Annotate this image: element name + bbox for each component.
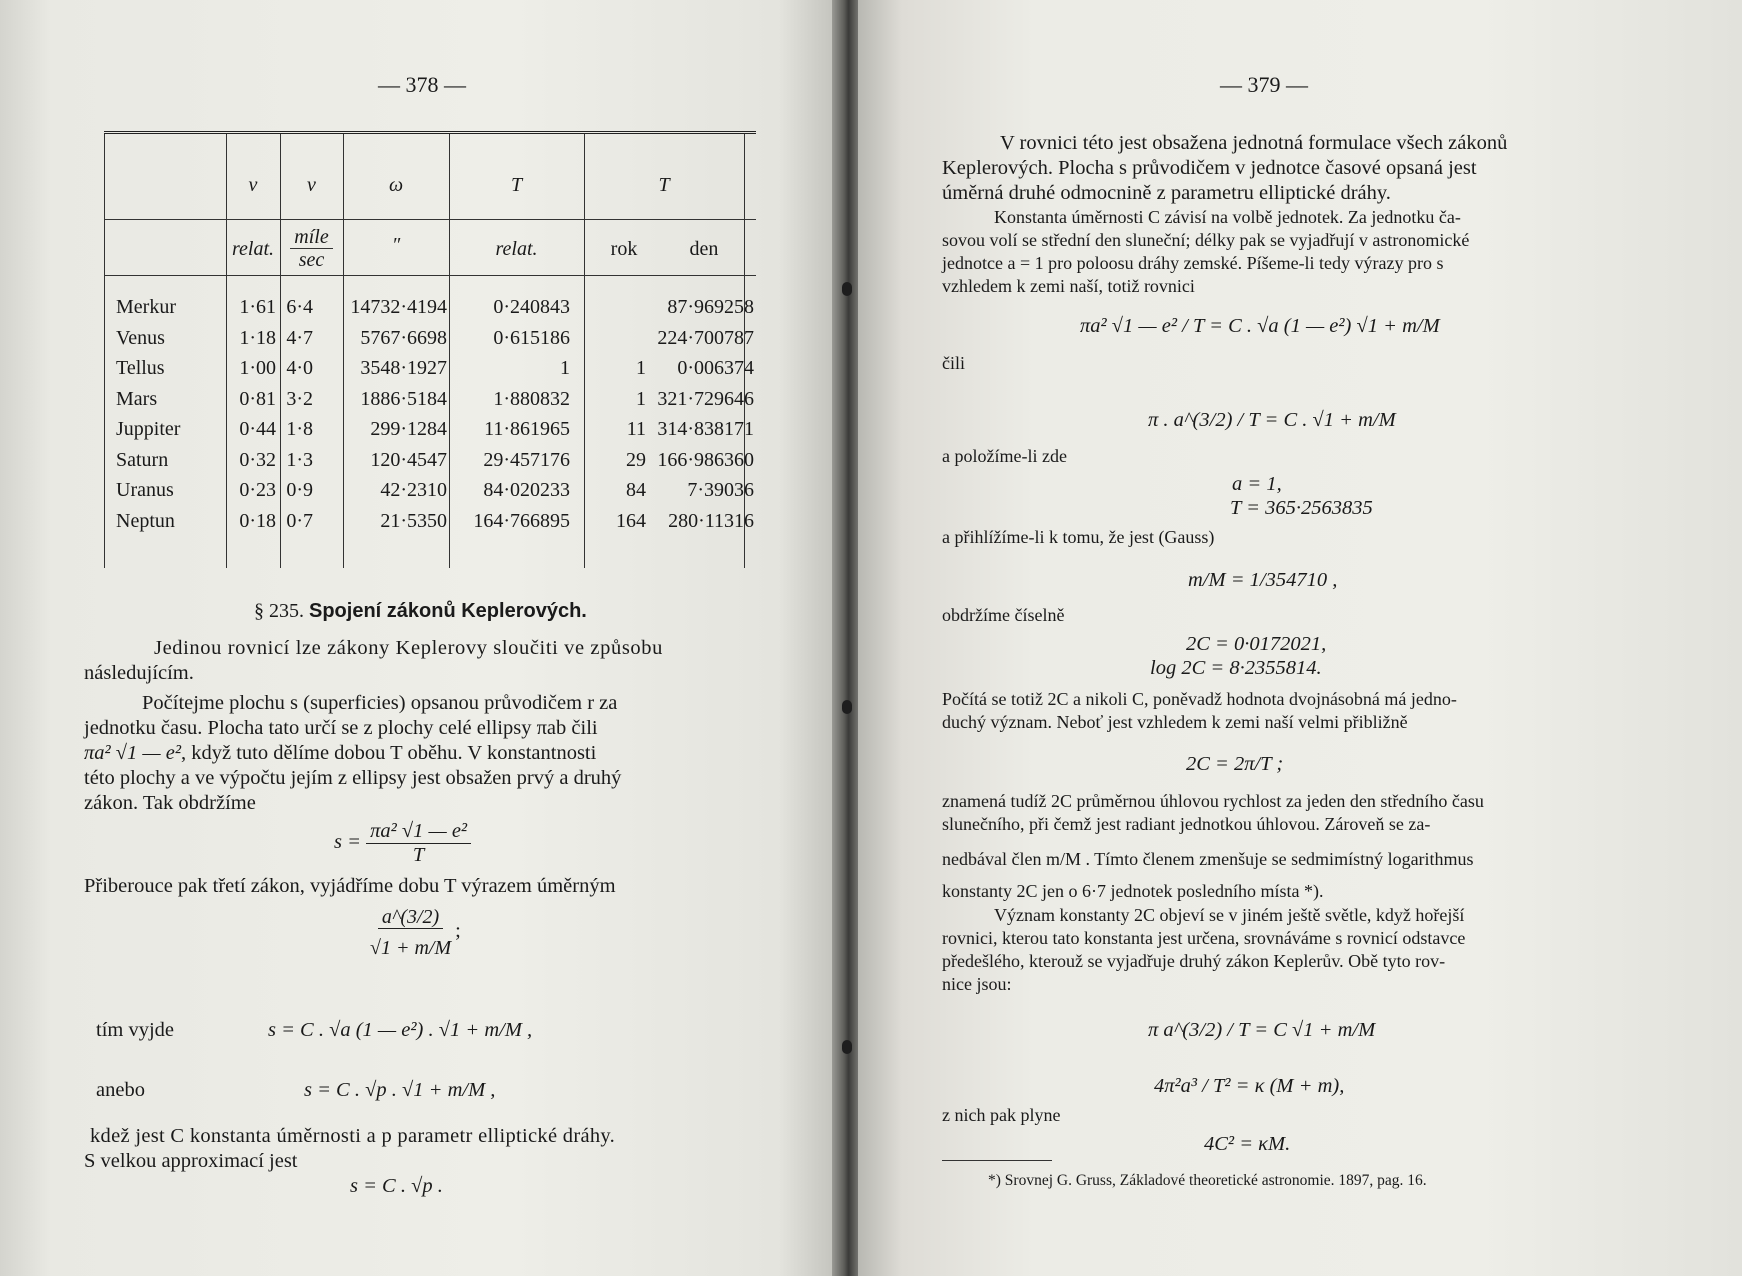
- header-mile-sec: [280, 226, 343, 271]
- table-cell-T-den: 0·006374: [677, 357, 754, 379]
- paragraph-line: konstanty 2C jen o 6·7 jednotek posledního místa *).: [942, 881, 1324, 901]
- equation-e2: log 2C = 8·2355814.: [1150, 657, 1322, 679]
- paragraph-line: Přiberouce pak třetí zákon, vyjádříme dobu T výrazem úměrným: [84, 875, 616, 897]
- right-page: [858, 0, 1742, 1276]
- equation-4: s = C . √p . √1 + m/M ,: [304, 1079, 496, 1101]
- paragraph-line: Počítejme plochu s (superficies) opsanou průvodičem r za: [142, 692, 618, 714]
- table-cell-T-den: 321·729646: [657, 387, 754, 410]
- text-inline: , když tuto dělíme dobou T oběhu. V konstantnosti: [181, 742, 597, 764]
- table-cell-v-mile: 4·0: [286, 357, 313, 379]
- label-polozime: a položíme-li zde: [942, 446, 1067, 466]
- table-cell-v-mile: 3·2: [286, 387, 313, 410]
- paragraph-line: kdež jest C konstanta úměrnosti a p parametr elliptické dráhy.: [90, 1125, 616, 1147]
- equation-f: 2C = 2π/T ;: [1186, 753, 1284, 775]
- table-cell-v-mile: 4·7: [286, 326, 313, 349]
- table-cell-T-relat: 11·861965: [484, 418, 570, 440]
- table-cell-v-relat: 1·61: [239, 296, 276, 318]
- table-cell-v-mile: 0·7: [286, 509, 313, 532]
- header-den: den: [689, 238, 719, 260]
- label-z-nich: z nich pak plyne: [942, 1105, 1061, 1125]
- table-cell-v-relat: 1·18: [239, 326, 276, 349]
- header-seconds-mark: ″: [391, 234, 401, 256]
- eq-den: √1 + m/M: [370, 937, 452, 959]
- equation-1: [334, 820, 471, 866]
- paragraph-line: rovnici, kterou tato konstanta jest určena, srovnáváme s rovnicí odstavce: [942, 928, 1466, 948]
- label-cili: čili: [942, 353, 965, 373]
- table-cell-T-rok: 29: [626, 448, 646, 471]
- paragraph-line: Jedinou rovnicí lze zákony Keplerovy sloučiti ve způsobu: [154, 637, 663, 659]
- page-number: — 379 —: [1220, 72, 1308, 97]
- paragraph-line: Význam konstanty 2C objeví se v jiném ještě světle, když hořejší: [994, 905, 1465, 925]
- table-cell-T-rok: 164: [616, 509, 646, 532]
- table-cell-T-relat: 1·880832: [493, 387, 570, 410]
- binding-stitch: [842, 700, 852, 714]
- table-cell-T-den: 166·986360: [657, 448, 754, 471]
- table-cell-v-mile: 6·4: [286, 296, 313, 318]
- label-anebo: anebo: [96, 1079, 145, 1101]
- header-v: v: [248, 174, 258, 196]
- table-cell-T-relat: 164·766895: [473, 509, 570, 532]
- table-cell-planet: Mars: [116, 387, 158, 410]
- eq-tail: ;: [455, 920, 461, 943]
- equation-g2: 4π²a³ / T² = κ (M + m),: [1154, 1075, 1345, 1097]
- equation-c1: a = 1,: [1232, 473, 1282, 495]
- header-T-rok: T: [658, 174, 670, 196]
- equation-a: πa² √1 — e² / T = C . √a (1 — e²) √1 + m/M: [1080, 315, 1440, 337]
- table-cell-omega: 42·2310: [380, 479, 447, 501]
- paragraph-line: jednotce a = 1 pro poloosu dráhy zemské. Píšeme-li tedy výrazy pro s: [942, 253, 1444, 273]
- label-obdrzime: obdržíme číselně: [942, 605, 1065, 625]
- table-cell-v-mile: 1·3: [286, 448, 313, 471]
- paragraph-line: úměrná druhé odmocnině z parametru elliptické dráhy.: [942, 182, 1391, 204]
- table-cell-omega: 14732·4194: [350, 296, 447, 318]
- table-cell-omega: 3548·1927: [360, 357, 447, 379]
- table-cell-T-den: 280·11316: [668, 509, 754, 532]
- eq-lhs: s =: [334, 830, 361, 853]
- paragraph-line: V rovnici této jest obsažena jednotná formulace všech zákonů: [1000, 132, 1508, 154]
- paragraph-line: nedbával člen m/M . Tímto členem zmenšuje se sedmimístný logarithmus: [942, 849, 1474, 869]
- equation-b: π . a^(3/2) / T = C . √1 + m/M: [1148, 409, 1396, 431]
- table-cell-planet: Saturn: [116, 448, 169, 471]
- math-inline: πa² √1 — e²: [84, 742, 182, 764]
- paragraph-line: vzhledem k zemi naší, totiž rovnici: [942, 276, 1195, 296]
- paragraph-line: sovou volí se střední den sluneční; délky pak se vyjadřují v astronomické: [942, 230, 1470, 250]
- header-relat: relat.: [231, 238, 275, 260]
- table-cell-planet: Merkur: [116, 296, 176, 318]
- table-cell-v-mile: 0·9: [286, 479, 313, 501]
- paragraph-line: předešlého, kterouž se vyjadřuje druhý zákon Keplerův. Obě tyto rov-: [942, 951, 1446, 971]
- table-cell-omega: 120·4547: [370, 448, 447, 471]
- equation-g1: π a^(3/2) / T = C √1 + m/M: [1148, 1019, 1376, 1041]
- table-cell-v-relat: 0·81: [239, 387, 276, 410]
- equation-e1: 2C = 0·0172021,: [1186, 633, 1327, 655]
- paragraph-line: této plochy a ve výpočtu jejím z ellipsy jest obsažen prvý a druhý: [84, 767, 622, 789]
- table-cell-omega: 21·5350: [380, 509, 447, 532]
- paragraph-line: nice jsou:: [942, 974, 1012, 994]
- header-sec: sec: [298, 249, 325, 271]
- header-mile: míle: [290, 226, 333, 249]
- table-cell-v-relat: 0·18: [239, 509, 276, 532]
- table-cell-planet: Tellus: [116, 357, 165, 379]
- section-title: Spojení zákonů Keplerových.: [309, 600, 587, 622]
- equation-5: s = C . √p .: [350, 1175, 443, 1197]
- equation-2: [366, 906, 461, 959]
- table-cell-omega: 299·1284: [370, 418, 447, 440]
- paragraph-line: znamená tudíž 2C průměrnou úhlovou rychlost za jeden den středního času: [942, 791, 1484, 811]
- paragraph-line: Keplerových. Plocha s průvodičem v jednotce časové opsaná jest: [942, 157, 1477, 179]
- table-cell-planet: Juppiter: [116, 418, 181, 440]
- header-omega: ω: [388, 174, 404, 196]
- header-relat-2: relat.: [495, 238, 538, 260]
- section-heading: [254, 600, 587, 623]
- label-prihlizime: a přihlížíme-li k tomu, že jest (Gauss): [942, 527, 1215, 547]
- table-cell-T-relat: 29·457176: [483, 448, 570, 471]
- section-number: § 235.: [254, 600, 304, 622]
- table-cell-T-den: 87·969258: [667, 296, 754, 318]
- header-rok: rok: [610, 238, 638, 260]
- binding-stitch: [842, 1040, 852, 1054]
- table-cell-T-den: 7·39036: [687, 479, 754, 501]
- table-cell-planet: Uranus: [116, 479, 174, 501]
- table-cell-T-rok: 11: [626, 418, 646, 440]
- table-cell-v-mile: 1·8: [286, 418, 313, 440]
- header-v-mile: v: [307, 174, 316, 196]
- equation-3: s = C . √a (1 — e²) . √1 + m/M ,: [268, 1019, 533, 1041]
- table-cell-T-rok: 84: [626, 479, 646, 501]
- equation-g3: 4C² = κM.: [1204, 1133, 1291, 1155]
- table-cell-v-relat: 0·23: [239, 479, 276, 501]
- footnote: *) Srovnej G. Gruss, Základové theoretické astronomie. 1897, pag. 16.: [988, 1172, 1427, 1189]
- eq-num: πa² √1 — e²: [366, 820, 471, 844]
- eq-num: a^(3/2): [378, 906, 443, 929]
- paragraph-line: jednotku času. Plocha tato určí se z plochy celé ellipsy πab čili: [84, 717, 598, 739]
- table-cell-T-den: 314·838171: [657, 418, 754, 440]
- paragraph-line: duchý význam. Neboť jest vzhledem k zemi naší velmi přibližně: [942, 712, 1408, 732]
- table-cell-T-relat: 1: [560, 357, 570, 379]
- table-cell-T-relat: 84·020233: [483, 479, 570, 501]
- paragraph-line: [84, 741, 596, 766]
- table-cell-T-rok: 1: [636, 357, 646, 379]
- header-T-relat: T: [510, 174, 523, 196]
- paragraph-line: S velkou approximací jest: [84, 1150, 298, 1172]
- paragraph-line: slunečního, při čemž jest radiant jednotkou úhlovou. Zároveň se za-: [942, 814, 1431, 834]
- table-cell-T-relat: 0·615186: [493, 326, 570, 349]
- table-cell-planet: Neptun: [116, 509, 175, 532]
- label-tim-vyjde: tím vyjde: [96, 1019, 175, 1041]
- planet-table: [104, 131, 756, 568]
- equation-d: m/M = 1/354710 ,: [1188, 569, 1338, 591]
- footnote-rule: [942, 1160, 1052, 1161]
- table-cell-v-relat: 0·32: [239, 448, 276, 471]
- paragraph-line: zákon. Tak obdržíme: [84, 792, 256, 814]
- paragraph-line: Počítá se totiž 2C a nikoli C, poněvadž hodnota dvojnásobná má jedno-: [942, 689, 1457, 709]
- table-cell-omega: 1886·5184: [360, 387, 447, 410]
- table-cell-planet: Venus: [116, 326, 165, 349]
- equation-c2: T = 365·2563835: [1230, 497, 1373, 519]
- paragraph-line: Konstanta úměrnosti C závisí na volbě jednotek. Za jednotku ča-: [994, 207, 1461, 227]
- table-cell-T-relat: 0·240843: [493, 296, 570, 318]
- binding-stitch: [842, 282, 852, 296]
- page-number: — 378 —: [378, 72, 466, 97]
- table-cell-T-den: 224·700787: [657, 326, 754, 349]
- left-page: [0, 0, 846, 1276]
- table-cell-omega: 5767·6698: [360, 326, 447, 349]
- eq-den: T: [412, 843, 425, 866]
- paragraph-line: následujícím.: [84, 662, 194, 684]
- table-cell-T-rok: 1: [636, 387, 646, 410]
- table-cell-v-relat: 1·00: [239, 357, 276, 379]
- table-cell-v-relat: 0·44: [239, 418, 276, 440]
